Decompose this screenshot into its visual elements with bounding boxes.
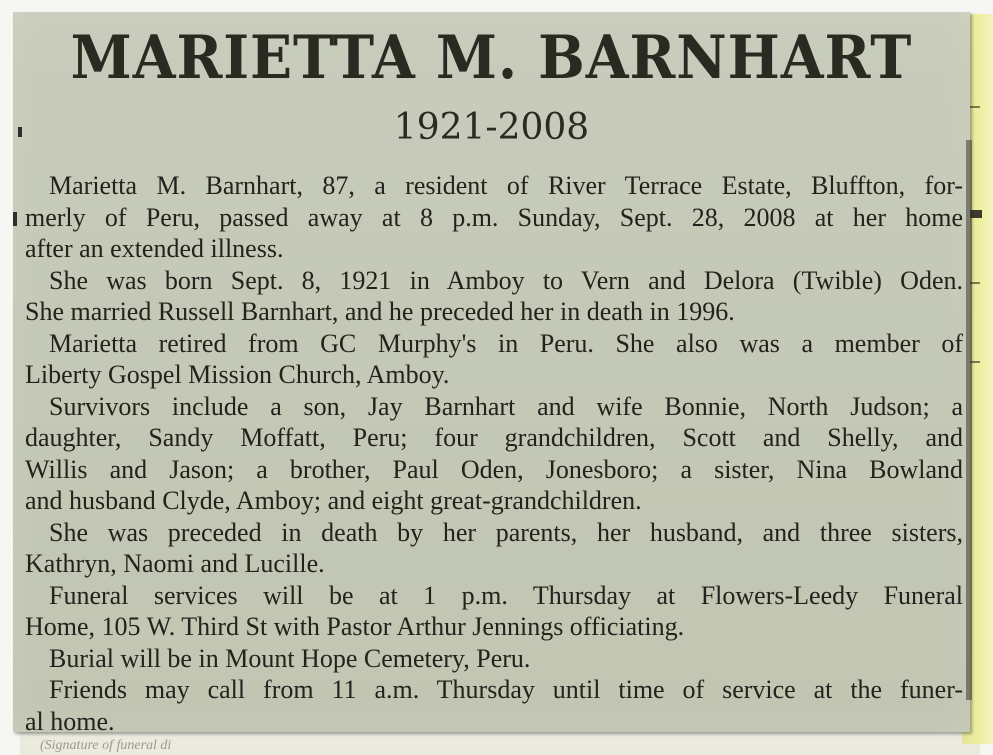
clipping-shadow-edge — [966, 140, 972, 700]
obituary-line: Friends may call from 11 a.m. Thursday until time of service at the funer- — [49, 675, 963, 704]
underlying-form-text: (Signature of funeral di — [40, 738, 172, 753]
obituary-name-headline: MARIETTA M. BARNHART — [70, 23, 913, 93]
newspaper-clipping — [13, 12, 970, 736]
obituary-line: after an extended illness. — [25, 234, 284, 263]
obituary-line: Liberty Gospel Mission Church, Amboy. — [25, 360, 450, 389]
obituary-line: Funeral services will be at 1 p.m. Thursday at Flowers-Leedy Funeral — [49, 580, 963, 610]
obituary-line: Kathryn, Naomi and Lucille. — [25, 549, 325, 578]
ink-mark — [13, 212, 17, 226]
obituary-line: Willis and Jason; a brother, Paul Oden, Jonesboro; a sister, Nina Bowland — [25, 454, 963, 484]
obituary-line: Burial will be in Mount Hope Cemetery, Peru. — [49, 643, 531, 673]
obituary-line: She married Russell Barnhart, and he preceded her in death in 1996. — [25, 297, 735, 326]
obituary-line: al home. — [25, 706, 115, 736]
obituary-line: Marietta retired from GC Murphy's in Peru. She also was a member of — [49, 328, 963, 358]
obituary-line: Survivors include a son, Jay Barnhart and wife Bonnie, North Judson; a — [49, 391, 963, 421]
obituary-line: daughter, Sandy Moffatt, Peru; four grandchildren, Scott and Shelly, and — [25, 423, 963, 452]
obituary-line: and husband Clyde, Amboy; and eight great-grandchildren. — [25, 486, 642, 515]
obituary-years: 1921-2008 — [393, 107, 590, 148]
obituary-line: She was born Sept. 8, 1921 in Amboy to Vern and Delora (Twible) Oden. — [49, 265, 963, 295]
obituary-line: Home, 105 W. Third St with Pastor Arthur Jennings officiating. — [25, 612, 685, 641]
ink-mark — [18, 127, 22, 137]
obituary-body — [25, 170, 963, 737]
obituary-line: Marietta M. Barnhart, 87, a resident of River Terrace Estate, Bluffton, for- — [49, 171, 963, 200]
obituary-line: merly of Peru, passed away at 8 p.m. Sunday, Sept. 28, 2008 at her home — [25, 202, 963, 232]
obituary-line: She was preceded in death by her parents, her husband, and three sisters, — [49, 517, 963, 547]
